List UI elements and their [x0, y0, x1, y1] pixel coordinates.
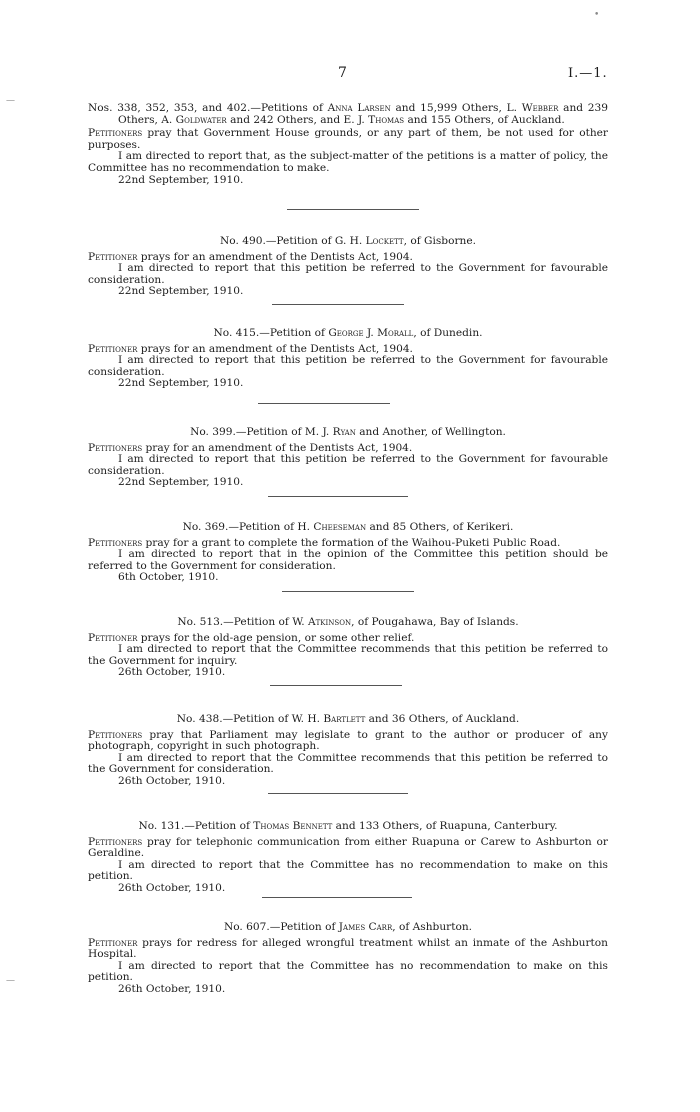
petition-heading: No. 607.—Petition of James Carr, of Ashburton. — [223, 921, 473, 933]
petition-entry-490 — [88, 236, 608, 298]
committee-report: I am directed to report that in the opinion of the Committee this petition should be referred to the Government for consideration. — [88, 548, 608, 572]
petition-prayer: Petitioners pray for a grant to complete the formation of the Waihou-Puketi Public Road. — [88, 536, 561, 549]
separator-rule — [287, 209, 419, 210]
petition-prayer: Petitioner prays for an amendment of the Dentists Act, 1904. — [88, 250, 413, 263]
petition-entry-607 — [88, 922, 608, 996]
committee-report: I am directed to report that the Committee has no recommendation to make on this petition. — [88, 858, 608, 883]
scan-mark: — — [6, 96, 15, 106]
petition-prayer: Petitioners pray that Parliament may legislate to grant to the author or producer of any photograph, copyright in such photograph. — [88, 728, 608, 753]
petition-entry-513 — [88, 617, 608, 679]
petition-heading: Nos. 338, 352, 353, and 402.—Petitions of Anna Larsen and 15,999 Others, L. Webber and 239 Others, A. Goldwater and 242 Others, and E. J. Thomas and 155 Others, of Auckland. — [88, 102, 609, 126]
petition-entry-438 — [88, 714, 608, 788]
separator-rule — [268, 793, 408, 794]
committee-report: I am directed to report that the Committee recommends that this petition be referred to the Government for consideration. — [88, 751, 608, 776]
petition-heading: No. 513.—Petition of W. Atkinson, of Pougahawa, Bay of Islands. — [177, 616, 519, 628]
separator-rule — [258, 403, 390, 404]
petition-entry-399 — [88, 427, 608, 489]
page-number: 7 — [338, 65, 347, 81]
report-date: 22nd September, 1910. — [118, 285, 244, 298]
report-date: 26th October, 1910. — [118, 774, 226, 787]
petition-entry-131 — [88, 821, 608, 895]
petition-entry-415 — [88, 328, 608, 390]
paper-reference: I.—1. — [568, 66, 608, 81]
petition-heading: No. 415.—Petition of George J. Morall, of Dunedin. — [213, 327, 483, 339]
report-date: 26th October, 1910. — [118, 982, 226, 995]
report-date: 6th October, 1910. — [118, 571, 219, 584]
petition-prayer: Petitioner prays for the old-age pension, or some other relief. — [88, 631, 415, 644]
report-date: 22nd September, 1910. — [118, 377, 244, 390]
petition-entry-338-352-353-402 — [88, 103, 608, 186]
scan-mark: — — [6, 976, 15, 986]
separator-rule — [272, 304, 404, 305]
petition-prayer: Petitioner prays for redress for alleged wrongful treatment whilst an inmate of the Ashburton Hospital. — [88, 936, 608, 961]
petition-heading: No. 369.—Petition of H. Cheeseman and 85 Others, of Kerikeri. — [182, 521, 514, 533]
separator-rule — [282, 591, 414, 592]
committee-report: I am directed to report that the Committee has no recommendation to make on this petition. — [88, 959, 608, 984]
scan-mark: • — [594, 10, 600, 20]
petition-entry-369 — [88, 522, 608, 584]
petition-heading: No. 131.—Petition of Thomas Bennett and 133 Others, of Ruapuna, Canterbury. — [138, 820, 558, 832]
report-date: 26th October, 1910. — [118, 881, 226, 894]
petition-prayer: Petitioners pray that Government House grounds, or any part of them, be not used for other purposes. — [88, 127, 608, 151]
separator-rule — [270, 685, 402, 686]
committee-report: I am directed to report that the Committee recommends that this petition be referred to the Government for inquiry. — [88, 643, 608, 667]
committee-report: I am directed to report that this petition be referred to the Government for favourable consideration. — [88, 262, 608, 286]
petition-prayer: Petitioners pray for telephonic communication from either Ruapuna or Carew to Ashburton or Geraldine. — [88, 835, 608, 860]
petition-heading: No. 438.—Petition of W. H. Bartlett and 36 Others, of Auckland. — [176, 713, 520, 725]
committee-report: I am directed to report that this petition be referred to the Government for favourable consideration. — [88, 453, 608, 477]
petition-prayer: Petitioner prays for an amendment of the Dentists Act, 1904. — [88, 342, 413, 355]
report-date: 22nd September, 1910. — [118, 476, 244, 489]
report-date: 26th October, 1910. — [118, 666, 226, 679]
report-date: 22nd September, 1910. — [118, 173, 244, 186]
petition-heading: No. 490.—Petition of G. H. Lockett, of Gisborne. — [220, 235, 476, 247]
page-header — [0, 65, 700, 86]
petition-heading: No. 399.—Petition of M. J. Ryan and Another, of Wellington. — [190, 426, 506, 438]
petition-prayer: Petitioners pray for an amendment of the Dentists Act, 1904. — [88, 441, 413, 454]
separator-rule — [268, 496, 408, 497]
committee-report: I am directed to report that, as the subject-matter of the petitions is a matter of policy, the Committee has no recommendation to make. — [88, 150, 608, 174]
separator-rule — [262, 897, 412, 898]
committee-report: I am directed to report that this petition be referred to the Government for favourable consideration. — [88, 354, 608, 378]
